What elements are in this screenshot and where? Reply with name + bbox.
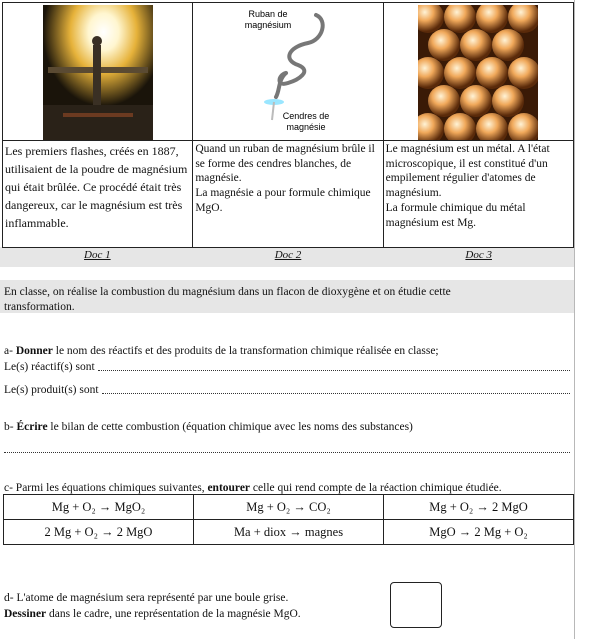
ash-label-line1: Cendres de xyxy=(282,111,330,121)
question-c-keyword: entourer xyxy=(207,482,251,494)
question-d-line1: d- L'atome de magnésium sera représenté par une boule grise. xyxy=(4,592,289,604)
question-a-prefix: a- xyxy=(4,345,16,357)
question-b-text: le bilan de cette combustion (équation chimique avec les noms des substances) xyxy=(47,421,413,433)
drawing-box[interactable] xyxy=(390,582,442,628)
equation-option[interactable]: 2 Mg + O₂ → 2 MgO xyxy=(4,520,194,545)
question-c-prefix: c- Parmi les équations chimiques suivantes, xyxy=(4,482,208,494)
question-b-keyword: Écrire xyxy=(16,421,48,433)
doc3-image-cell xyxy=(383,3,573,141)
magnesium-ribbon-diagram xyxy=(228,5,348,140)
documents-table xyxy=(2,2,574,248)
doc3-text2: La formule chimique du métal magnésium est Mg. xyxy=(385,201,526,229)
doc1-image-cell xyxy=(3,3,193,141)
doc1-text-cell xyxy=(3,141,193,248)
question-a-keyword: Donner xyxy=(15,345,53,357)
doc2-label: Doc 2 xyxy=(274,249,302,261)
page-edge xyxy=(574,0,575,639)
doc3-text: Le magnésium est un métal. A l'état microscopique, il est constitué d'un empilement régulier d'atomes de magnésium. xyxy=(385,143,550,200)
doc3-text-cell xyxy=(383,141,573,248)
equation-option[interactable]: MgO → 2 Mg + O₂ xyxy=(384,520,574,545)
question-b xyxy=(4,420,570,435)
question-c-text: celle qui rend compte de la réaction chimique étudiée. xyxy=(250,482,502,494)
equation-option[interactable]: Mg + O₂ → CO₂ xyxy=(194,495,384,520)
ribbon-label-line2: magnésium xyxy=(244,20,292,30)
magnesium-atoms-image xyxy=(418,5,538,140)
products-answer-field[interactable] xyxy=(102,383,570,394)
equations-table xyxy=(3,494,574,545)
flash-photo xyxy=(43,5,153,140)
reactants-answer-field[interactable] xyxy=(98,360,570,371)
doc2-text-cell xyxy=(193,141,383,248)
doc3-label: Doc 3 xyxy=(465,249,492,261)
equation-answer-field[interactable] xyxy=(4,446,570,453)
equation-option[interactable]: Ma + diox → magnes xyxy=(194,520,384,545)
equation-option[interactable]: Mg + O₂ → 2 MgO xyxy=(384,495,574,520)
products-line xyxy=(4,383,570,398)
doc1-label: Doc 1 xyxy=(84,249,111,261)
ribbon-label-line1: Ruban de xyxy=(248,9,288,19)
doc1-text: Les premiers flashes, créés en 1887, utilisaient de la poudre de magnésium qui était brûlée. Ce procédé était très dangereux, car le magnésium est très inflammable. xyxy=(5,144,188,230)
doc-labels xyxy=(2,247,574,265)
question-b-prefix: b- xyxy=(4,421,17,433)
products-label: Le(s) produit(s) sont xyxy=(4,384,99,396)
reactants-label: Le(s) réactif(s) sont xyxy=(4,361,95,373)
doc2-text: Quand un ruban de magnésium brûle il se forme des cendres blanches, de magnésie. xyxy=(195,143,375,185)
doc2-text2: La magnésie a pour formule chimique MgO. xyxy=(195,187,371,214)
intro-text: En classe, on réalise la combustion du magnésium dans un flacon de dioxygène et on étudie cette transformation. xyxy=(4,286,451,313)
question-d-keyword: Dessiner xyxy=(4,608,47,620)
doc2-image-cell xyxy=(193,3,383,141)
ash-label-line2: magnésie xyxy=(286,122,326,132)
equation-option[interactable]: Mg + O₂ → MgO₂ xyxy=(4,495,194,520)
question-a xyxy=(4,344,570,359)
reactants-line xyxy=(4,360,570,375)
question-d-line2 xyxy=(4,607,301,622)
question-d-text: dans le cadre, une représentation de la magnésie MgO. xyxy=(46,608,301,620)
question-a-text: le nom des réactifs et des produits de la transformation chimique réalisée en classe; xyxy=(52,345,439,357)
